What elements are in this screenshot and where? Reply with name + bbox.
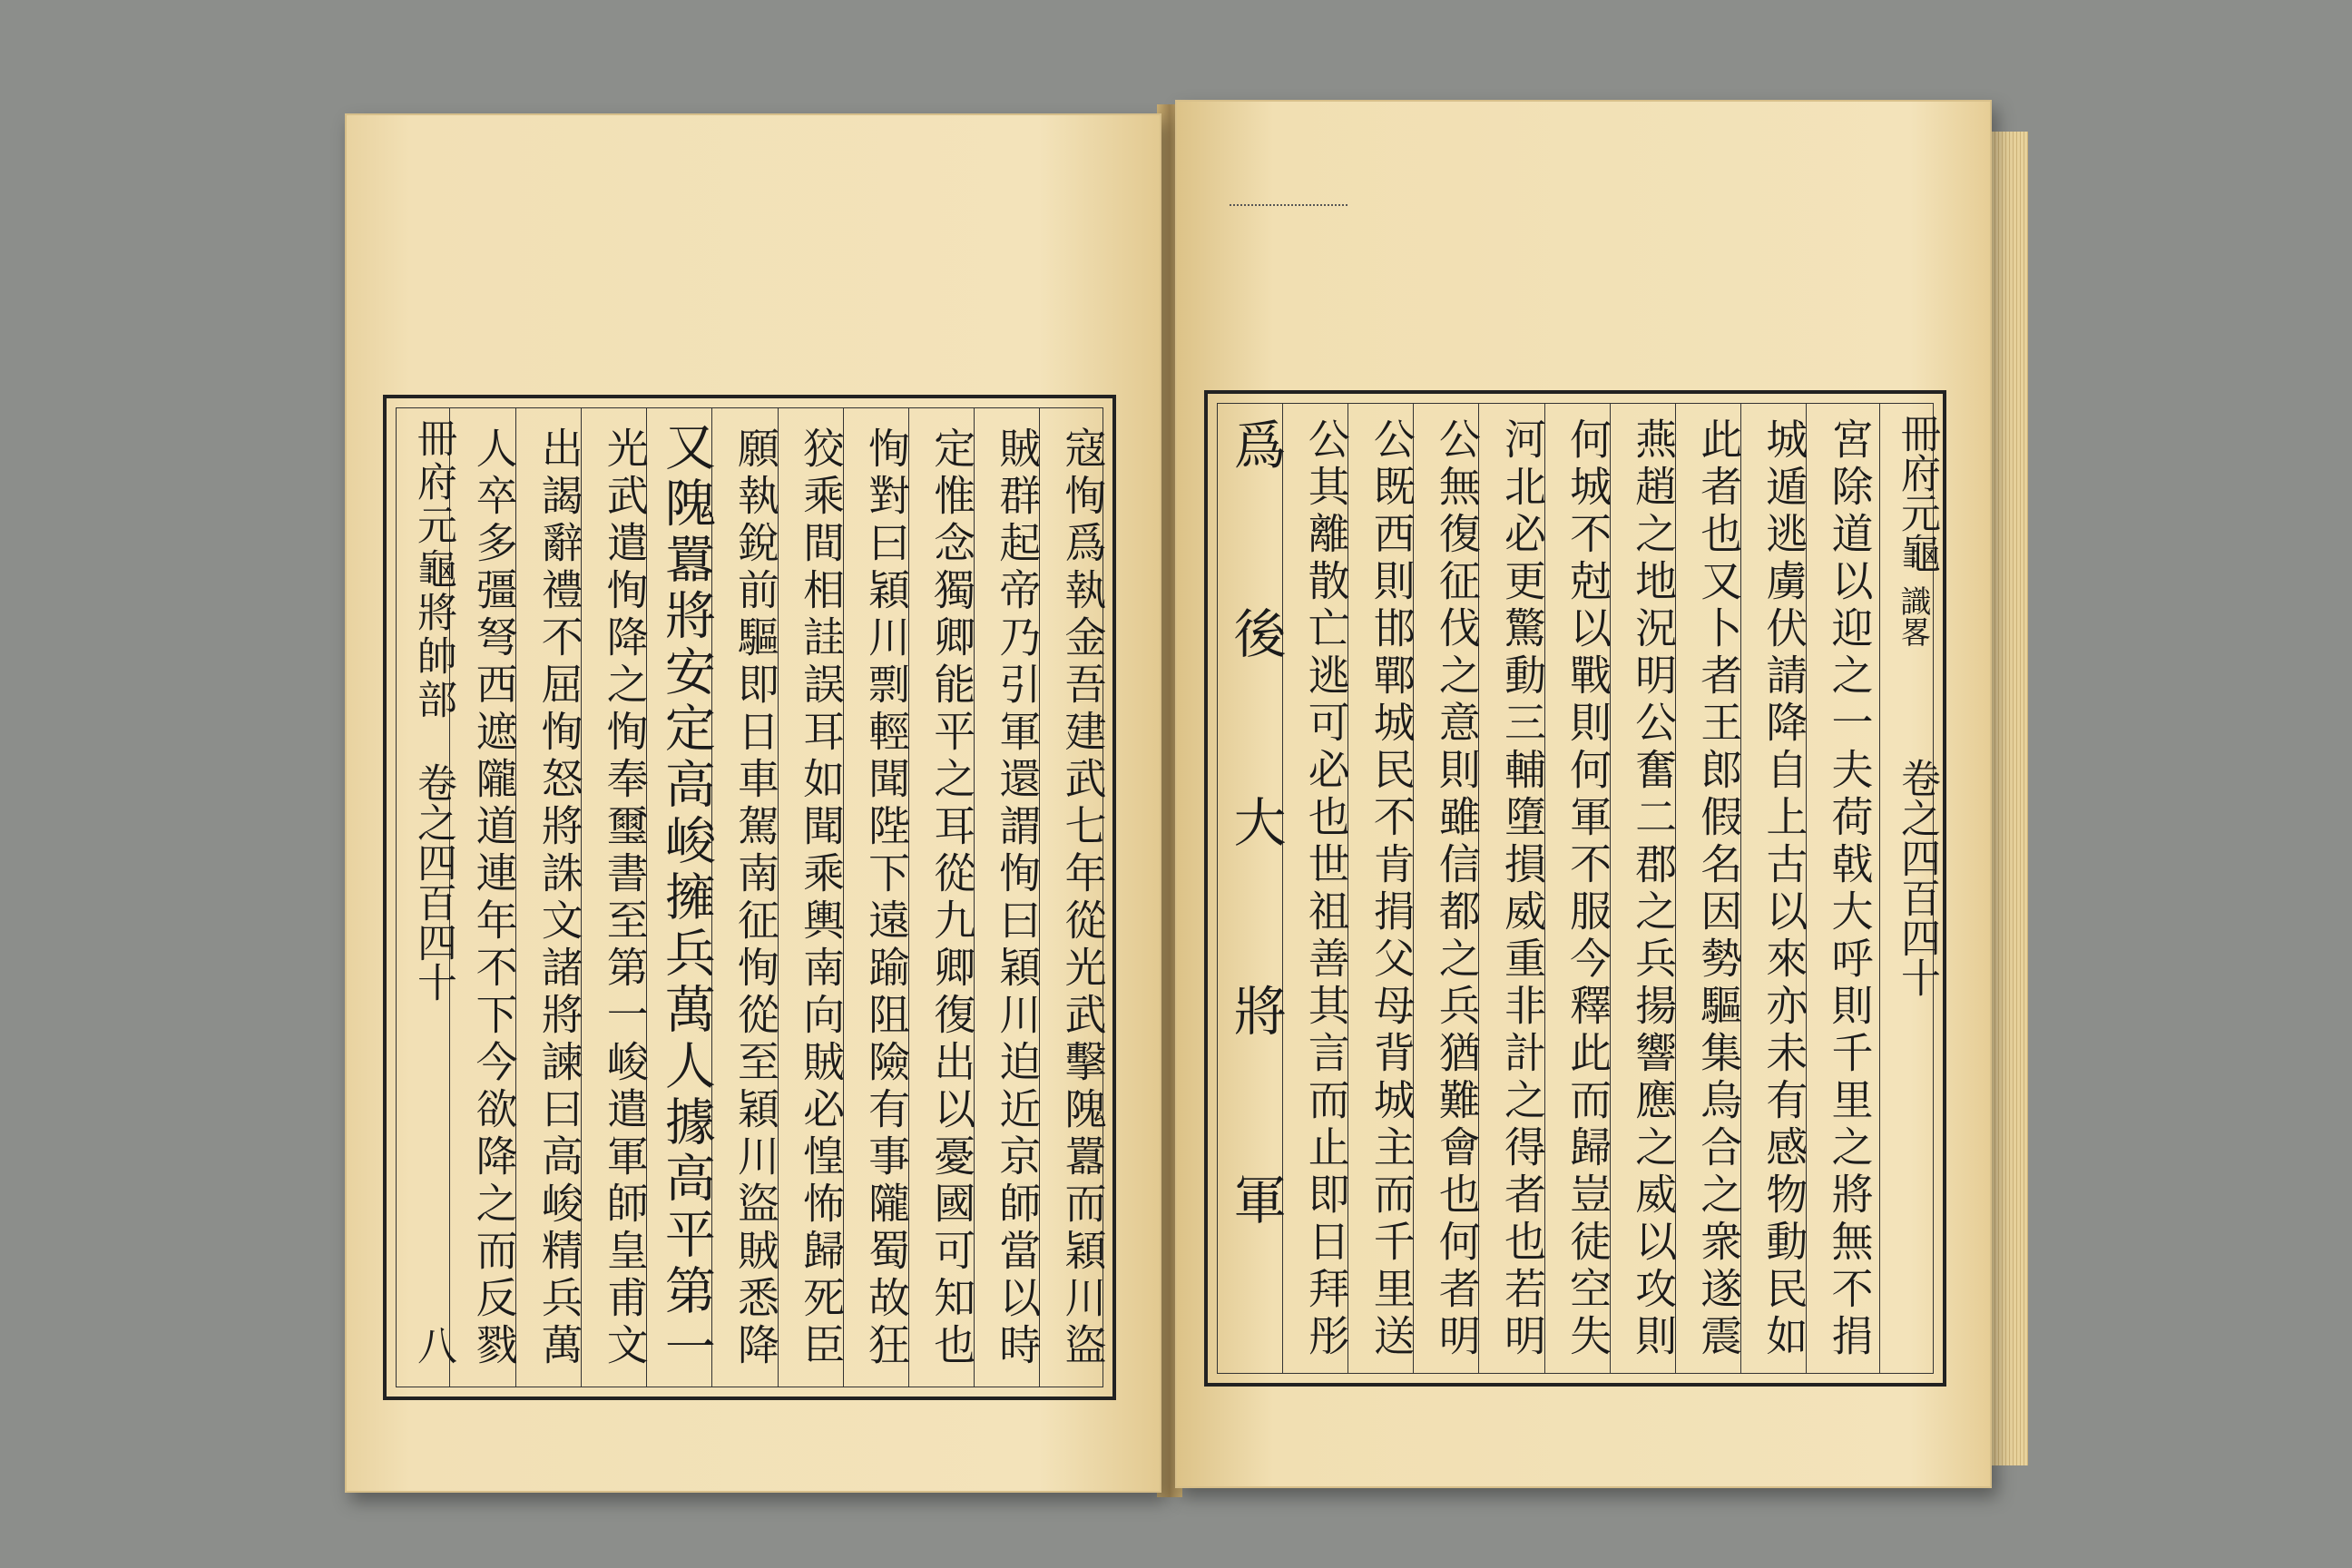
left-header-title: 冊府元龜將帥部 <box>410 417 456 722</box>
left-margin-column <box>397 408 456 1387</box>
right-margin-column <box>1879 404 1940 1373</box>
left-column <box>908 408 977 1387</box>
right-column-text: 公其離散亡逃可必也世祖善其言而止即日拜彤 <box>1301 417 1351 1361</box>
left-columns <box>451 408 1108 1387</box>
left-column-text: 出謁辭禮不屈恂怒將誅文諸將諫曰高峻精兵萬 <box>534 426 584 1370</box>
right-column <box>1218 404 1287 1373</box>
left-column <box>711 408 780 1387</box>
left-column-text: 人卒多彊弩西遮隴道連年不下今欲降之而反戮 <box>469 426 519 1370</box>
right-text-area <box>1217 403 1940 1374</box>
left-text-area <box>396 407 1108 1387</box>
right-column <box>1675 404 1744 1373</box>
left-page <box>345 113 1161 1493</box>
right-column <box>1740 404 1809 1373</box>
right-column <box>1806 404 1875 1373</box>
left-column-text: 賊群起帝乃引軍還謂恂曰穎川迫近京師當以時 <box>993 426 1043 1370</box>
right-column <box>1282 404 1351 1373</box>
right-header-section: 識畧 <box>1895 585 1931 647</box>
right-column <box>1348 404 1416 1373</box>
left-column <box>646 408 716 1387</box>
left-column <box>843 408 912 1387</box>
page-edges <box>1992 132 2028 1465</box>
left-column-text: 定惟念獨卿能平之耳從九卿復出以憂國可知也 <box>927 426 977 1370</box>
right-columns <box>1218 404 1875 1373</box>
left-column-text: 寇恂爲執金吾建武七年從光武擊隗囂而穎川盜 <box>1058 426 1108 1370</box>
left-text-frame <box>383 395 1116 1400</box>
right-column <box>1478 404 1547 1373</box>
left-page-number: 八 <box>410 1325 456 1365</box>
left-column <box>1039 408 1108 1387</box>
right-column-text: 城遁逃虜伏請降自上古以來亦未有感物動民如 <box>1759 417 1809 1361</box>
left-column-text: 又隗囂將安定高峻擁兵萬人據高平第一 <box>656 420 716 1377</box>
left-column <box>581 408 650 1387</box>
left-column <box>515 408 584 1387</box>
left-column-text: 願執銳前驅即日車駕南征恂從至穎川盜賊悉降 <box>730 426 780 1370</box>
right-column-text: 公無復征伐之意則雖信都之兵猶難會也何者明 <box>1432 417 1482 1361</box>
right-column-text: 何城不尅以戰則何軍不服今釋此而歸豈徒空失 <box>1563 417 1613 1361</box>
right-column <box>1544 404 1613 1373</box>
right-column-text: 河北必更驚動三輔墮損威重非計之得者也若明 <box>1497 417 1547 1361</box>
right-column-text: 爲後大將軍 <box>1224 417 1287 1361</box>
right-column-text: 宮除道以迎之一夫荷戟大呼則千里之將無不捐 <box>1825 417 1875 1361</box>
right-column <box>1413 404 1482 1373</box>
right-column-text: 燕趙之地況明公奮二郡之兵揚響應之威以攻則 <box>1629 417 1679 1361</box>
right-header-title: 冊府元龜 <box>1894 413 1940 573</box>
right-page <box>1175 100 1992 1488</box>
left-volume-label: 卷之四百四十 <box>410 762 456 1002</box>
right-column <box>1610 404 1679 1373</box>
left-column-text: 恂對曰穎川剽輕聞陛下遠踰阻險有事隴蜀故狂 <box>862 426 912 1370</box>
right-text-frame <box>1204 390 1946 1387</box>
right-column-text: 公既西則邯鄲城民不肯捐父母背城主而千里送 <box>1367 417 1416 1361</box>
left-column <box>778 408 847 1387</box>
right-volume-label: 卷之四百四十 <box>1894 758 1940 997</box>
left-column <box>974 408 1043 1387</box>
right-column-text: 此者也又卜者王郎假名因勢驅集烏合之衆遂震 <box>1694 417 1744 1361</box>
left-column-text: 狡乘間相詿誤耳如聞乘輿南向賊必惶怖歸死臣 <box>797 426 847 1370</box>
ink-mark <box>1230 204 1348 215</box>
left-column-text: 光武遣恂降之恂奉璽書至第一峻遣軍師皇甫文 <box>600 426 650 1370</box>
open-book <box>345 95 2024 1497</box>
